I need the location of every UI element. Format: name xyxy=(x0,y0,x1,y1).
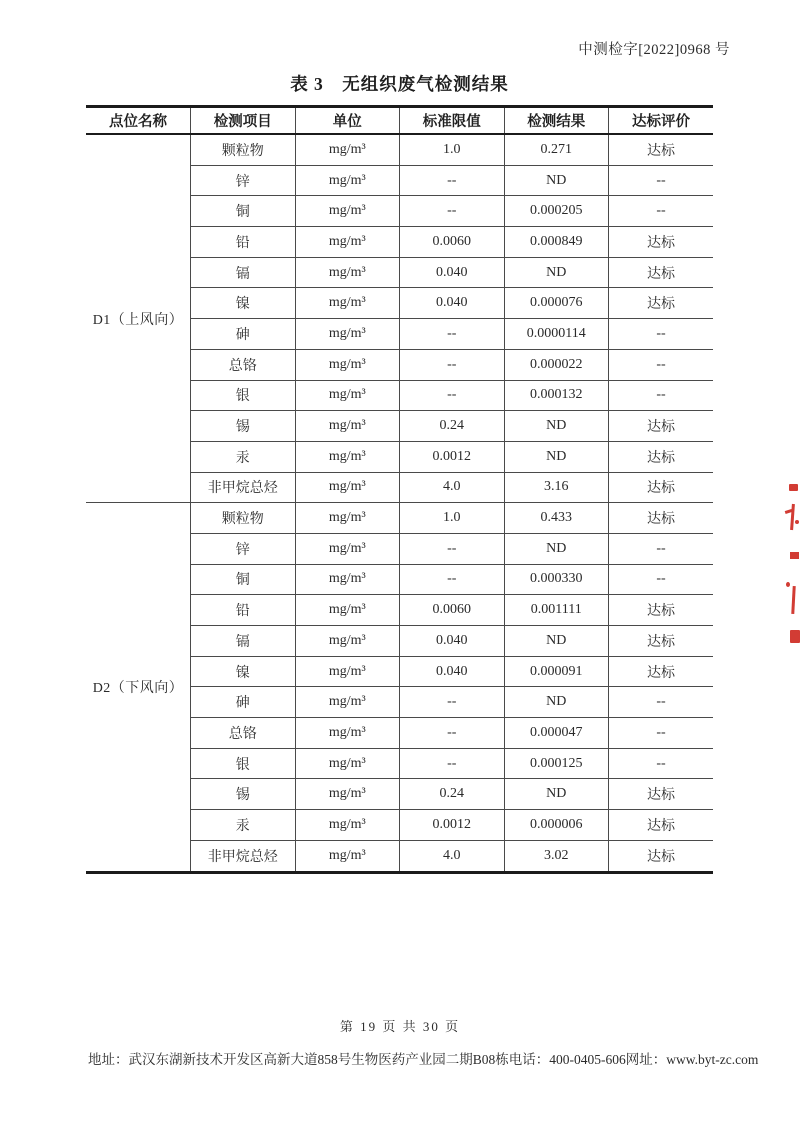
unit-cell: mg/m³ xyxy=(295,718,400,749)
item-cell: 汞 xyxy=(191,810,296,841)
unit-cell: mg/m³ xyxy=(295,503,400,534)
evaluation-cell: 达标 xyxy=(609,257,714,288)
unit-cell: mg/m³ xyxy=(295,564,400,595)
table-body xyxy=(86,134,713,872)
evaluation-cell: 达标 xyxy=(609,656,714,687)
unit-cell: mg/m³ xyxy=(295,380,400,411)
seal-fragment-icon xyxy=(785,509,793,514)
point-name-cell: D2（下风向） xyxy=(86,503,191,872)
item-cell: 砷 xyxy=(191,319,296,350)
column-header-2: 单位 xyxy=(295,107,400,135)
unit-cell: mg/m³ xyxy=(295,319,400,350)
limit-cell: -- xyxy=(400,533,505,564)
item-cell: 镉 xyxy=(191,257,296,288)
unit-cell: mg/m³ xyxy=(295,779,400,810)
evaluation-cell: 达标 xyxy=(609,411,714,442)
unit-cell: mg/m³ xyxy=(295,533,400,564)
evaluation-cell: 达标 xyxy=(609,227,714,258)
result-cell: ND xyxy=(504,687,609,718)
evaluation-cell: 达标 xyxy=(609,288,714,319)
column-header-1: 检测项目 xyxy=(191,107,296,135)
item-cell: 铅 xyxy=(191,595,296,626)
seal-fragment-icon xyxy=(790,630,800,643)
limit-cell: 0.040 xyxy=(400,288,505,319)
evaluation-cell: -- xyxy=(609,165,714,196)
unit-cell: mg/m³ xyxy=(295,349,400,380)
limit-cell: -- xyxy=(400,319,505,350)
evaluation-cell: -- xyxy=(609,748,714,779)
result-cell: 3.02 xyxy=(504,840,609,872)
limit-cell: 4.0 xyxy=(400,472,505,503)
unit-cell: mg/m³ xyxy=(295,196,400,227)
evaluation-cell: -- xyxy=(609,687,714,718)
evaluation-cell: 达标 xyxy=(609,626,714,657)
result-cell: ND xyxy=(504,533,609,564)
table-header xyxy=(86,107,713,135)
limit-cell: 0.0060 xyxy=(400,227,505,258)
result-cell: 0.433 xyxy=(504,503,609,534)
column-header-4: 检测结果 xyxy=(504,107,609,135)
evaluation-cell: 达标 xyxy=(609,472,714,503)
item-cell: 铜 xyxy=(191,196,296,227)
result-cell: 3.16 xyxy=(504,472,609,503)
limit-cell: -- xyxy=(400,349,505,380)
limit-cell: 0.24 xyxy=(400,411,505,442)
table-title: 表 3 无组织废气检测结果 xyxy=(290,74,509,94)
evaluation-cell: 达标 xyxy=(609,441,714,472)
result-cell: 0.000849 xyxy=(504,227,609,258)
item-cell: 总铬 xyxy=(191,718,296,749)
item-cell: 镍 xyxy=(191,288,296,319)
limit-cell: 0.040 xyxy=(400,626,505,657)
table-row xyxy=(86,134,713,165)
unit-cell: mg/m³ xyxy=(295,165,400,196)
limit-cell: 0.0012 xyxy=(400,810,505,841)
seal-fragment-icon xyxy=(795,520,799,524)
result-cell: 0.000006 xyxy=(504,810,609,841)
item-cell: 颗粒物 xyxy=(191,503,296,534)
limit-cell: 4.0 xyxy=(400,840,505,872)
evaluation-cell: -- xyxy=(609,380,714,411)
table-row xyxy=(86,503,713,534)
unit-cell: mg/m³ xyxy=(295,840,400,872)
limit-cell: -- xyxy=(400,687,505,718)
evaluation-cell: -- xyxy=(609,564,714,595)
document-ref-number: 中测检字[2022]0968 号 xyxy=(578,42,730,58)
limit-cell: 0.040 xyxy=(400,656,505,687)
limit-cell: 0.24 xyxy=(400,779,505,810)
footer-website: 网址：www.byt-zc.com xyxy=(625,1052,759,1067)
result-cell: 0.000132 xyxy=(504,380,609,411)
item-cell: 非甲烷总烃 xyxy=(191,472,296,503)
item-cell: 锌 xyxy=(191,165,296,196)
seal-fragment-icon xyxy=(789,484,798,491)
unit-cell: mg/m³ xyxy=(295,257,400,288)
item-cell: 总铬 xyxy=(191,349,296,380)
evaluation-cell: -- xyxy=(609,718,714,749)
seal-fragment-icon xyxy=(790,504,795,530)
limit-cell: 0.0060 xyxy=(400,595,505,626)
evaluation-cell: -- xyxy=(609,319,714,350)
result-cell: 0.000022 xyxy=(504,349,609,380)
unit-cell: mg/m³ xyxy=(295,288,400,319)
unit-cell: mg/m³ xyxy=(295,472,400,503)
limit-cell: 0.0012 xyxy=(400,441,505,472)
unit-cell: mg/m³ xyxy=(295,595,400,626)
limit-cell: -- xyxy=(400,564,505,595)
limit-cell: 1.0 xyxy=(400,134,505,165)
result-cell: ND xyxy=(504,411,609,442)
unit-cell: mg/m³ xyxy=(295,626,400,657)
column-header-3: 标准限值 xyxy=(400,107,505,135)
evaluation-cell: 达标 xyxy=(609,134,714,165)
evaluation-cell: 达标 xyxy=(609,503,714,534)
footer-address: 地址：武汉东湖新技术开发区高新大道858号生物医药产业园二期B08栋 xyxy=(88,1052,509,1067)
item-cell: 砷 xyxy=(191,687,296,718)
result-cell: 0.000330 xyxy=(504,564,609,595)
result-cell: 0.271 xyxy=(504,134,609,165)
item-cell: 镉 xyxy=(191,626,296,657)
limit-cell: 0.040 xyxy=(400,257,505,288)
result-cell: ND xyxy=(504,165,609,196)
footer-phone: 电话：400-0405-606 xyxy=(508,1052,626,1067)
limit-cell: -- xyxy=(400,165,505,196)
item-cell: 非甲烷总烃 xyxy=(191,840,296,872)
item-cell: 银 xyxy=(191,748,296,779)
limit-cell: -- xyxy=(400,380,505,411)
limit-cell: 1.0 xyxy=(400,503,505,534)
footer-contact xyxy=(88,1048,759,1068)
item-cell: 颗粒物 xyxy=(191,134,296,165)
unit-cell: mg/m³ xyxy=(295,134,400,165)
column-header-0: 点位名称 xyxy=(86,107,191,135)
unit-cell: mg/m³ xyxy=(295,748,400,779)
evaluation-cell: 达标 xyxy=(609,779,714,810)
evaluation-cell: -- xyxy=(609,533,714,564)
unit-cell: mg/m³ xyxy=(295,227,400,258)
item-cell: 镍 xyxy=(191,656,296,687)
emission-results-table xyxy=(86,105,713,874)
evaluation-cell: 达标 xyxy=(609,595,714,626)
result-cell: 0.000091 xyxy=(504,656,609,687)
unit-cell: mg/m³ xyxy=(295,411,400,442)
seal-fragment-icon xyxy=(790,552,799,559)
item-cell: 锌 xyxy=(191,533,296,564)
evaluation-cell: -- xyxy=(609,349,714,380)
column-header-5: 达标评价 xyxy=(609,107,714,135)
unit-cell: mg/m³ xyxy=(295,810,400,841)
unit-cell: mg/m³ xyxy=(295,656,400,687)
evaluation-cell: 达标 xyxy=(609,810,714,841)
seal-fragment-icon xyxy=(791,586,795,614)
limit-cell: -- xyxy=(400,718,505,749)
result-cell: ND xyxy=(504,257,609,288)
result-cell: 0.001111 xyxy=(504,595,609,626)
unit-cell: mg/m³ xyxy=(295,687,400,718)
seal-fragment-icon xyxy=(786,582,790,587)
result-cell: 0.000125 xyxy=(504,748,609,779)
unit-cell: mg/m³ xyxy=(295,441,400,472)
item-cell: 银 xyxy=(191,380,296,411)
result-cell: 0.000205 xyxy=(504,196,609,227)
result-cell: 0.0000114 xyxy=(504,319,609,350)
item-cell: 汞 xyxy=(191,441,296,472)
result-cell: ND xyxy=(504,441,609,472)
page-number: 第 19 页 共 30 页 xyxy=(339,1019,461,1034)
evaluation-cell: -- xyxy=(609,196,714,227)
point-name-cell: D1（上风向） xyxy=(86,134,191,503)
seal-stamp-partial xyxy=(782,480,800,652)
item-cell: 锡 xyxy=(191,411,296,442)
result-cell: 0.000076 xyxy=(504,288,609,319)
limit-cell: -- xyxy=(400,196,505,227)
item-cell: 锡 xyxy=(191,779,296,810)
item-cell: 铅 xyxy=(191,227,296,258)
result-cell: ND xyxy=(504,626,609,657)
item-cell: 铜 xyxy=(191,564,296,595)
evaluation-cell: 达标 xyxy=(609,840,714,872)
result-cell: 0.000047 xyxy=(504,718,609,749)
result-cell: ND xyxy=(504,779,609,810)
limit-cell: -- xyxy=(400,748,505,779)
